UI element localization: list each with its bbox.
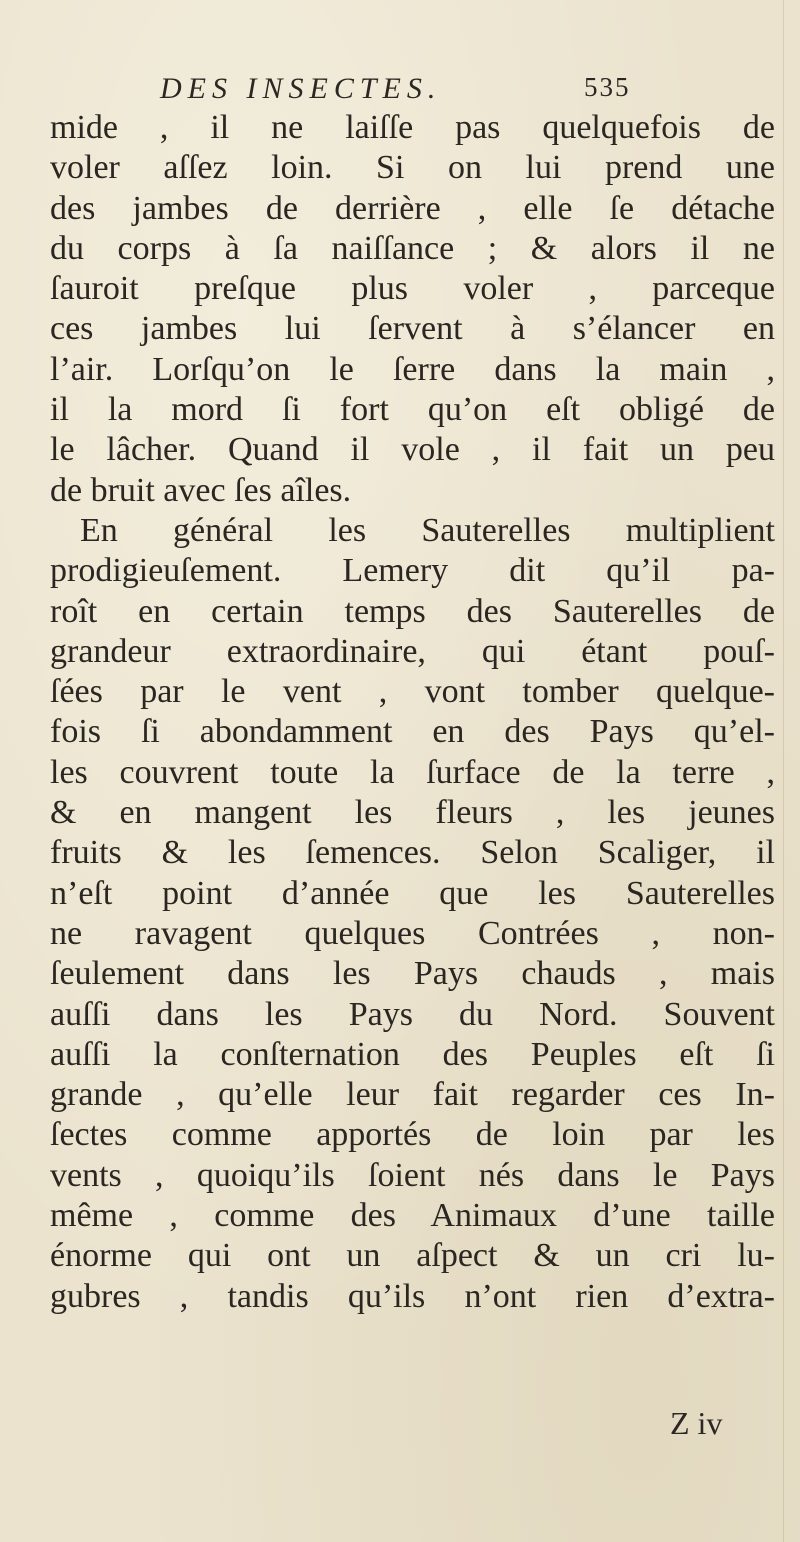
page-number: 535 [584,72,631,102]
text-line: ſées par le vent , vont tomber quelque- [50,673,775,711]
text-line: il la mord ſi fort qu’on eſt obligé de [50,391,775,429]
text-line: grandeur extraordinaire, qui étant pouſ- [50,632,775,670]
text-line: même , comme des Animaux d’une taille [50,1197,775,1235]
text-line: vents , quoiqu’ils ſoient nés dans le Pays [50,1156,775,1194]
text-line: du corps à ſa naiſſance ; & alors il ne [50,229,775,267]
text-line: ſeulement dans les Pays chauds , mais [50,955,775,993]
text-line: En général les Sauterelles multiplient [80,511,775,549]
text-line: de bruit avec ſes aîles. [50,471,352,509]
footer [0,1405,800,1449]
text-line: ne ravagent quelques Contrées , non- [50,914,775,952]
text-line: le lâcher. Quand il vole , il fait un peu [50,431,775,469]
paragraph-2 [50,511,775,1317]
text-line: auſſi dans les Pays du Nord. Souvent [50,995,775,1033]
text-line: roît en certain temps des Sauterelles de [50,592,775,630]
text-line: voler aſſez loin. Si on lui prend une [50,149,775,187]
running-title: DES INSECTES. [160,72,442,105]
text-line: l’air. Lorſqu’on le ſerre dans la main , [50,350,775,388]
text-line: ces jambes lui ſervent à s’élancer en [50,310,775,348]
text-line: gubres , tandis qu’ils n’ont rien d’extra- [50,1277,775,1315]
text-line: n’eſt point d’année que les Sauterelles [50,874,775,912]
text-line: mide , il ne laiſſe pas quelquefois de [50,109,775,146]
text-line: ſauroit preſque plus voler , parceque [50,270,775,308]
text-line: les couvrent toute la ſurface de la terre , [50,753,775,791]
text-line: énorme qui ont un aſpect & un cri lu- [50,1237,775,1275]
body-text [50,108,775,1317]
text-line: grande , qu’elle leur fait regarder ces In- [50,1076,775,1114]
paragraph-1 [50,108,775,511]
catchword: Z iv [670,1405,723,1441]
text-line: & en mangent les fleurs , les jeunes [50,794,775,832]
text-line: fruits & les ſemences. Selon Scaliger, il [50,834,775,872]
text-line: fois ſi abondamment en des Pays qu’el- [50,713,775,751]
text-line: prodigieuſement. Lemery dit qu’il pa- [50,552,775,590]
page-edge-divider [783,0,784,1542]
text-line: auſſi la conſternation des Peuples eſt ſi [50,1035,775,1073]
text-line: ſectes comme apportés de loin par les [50,1116,775,1154]
text-line: des jambes de derrière , elle ſe détache [50,189,775,227]
